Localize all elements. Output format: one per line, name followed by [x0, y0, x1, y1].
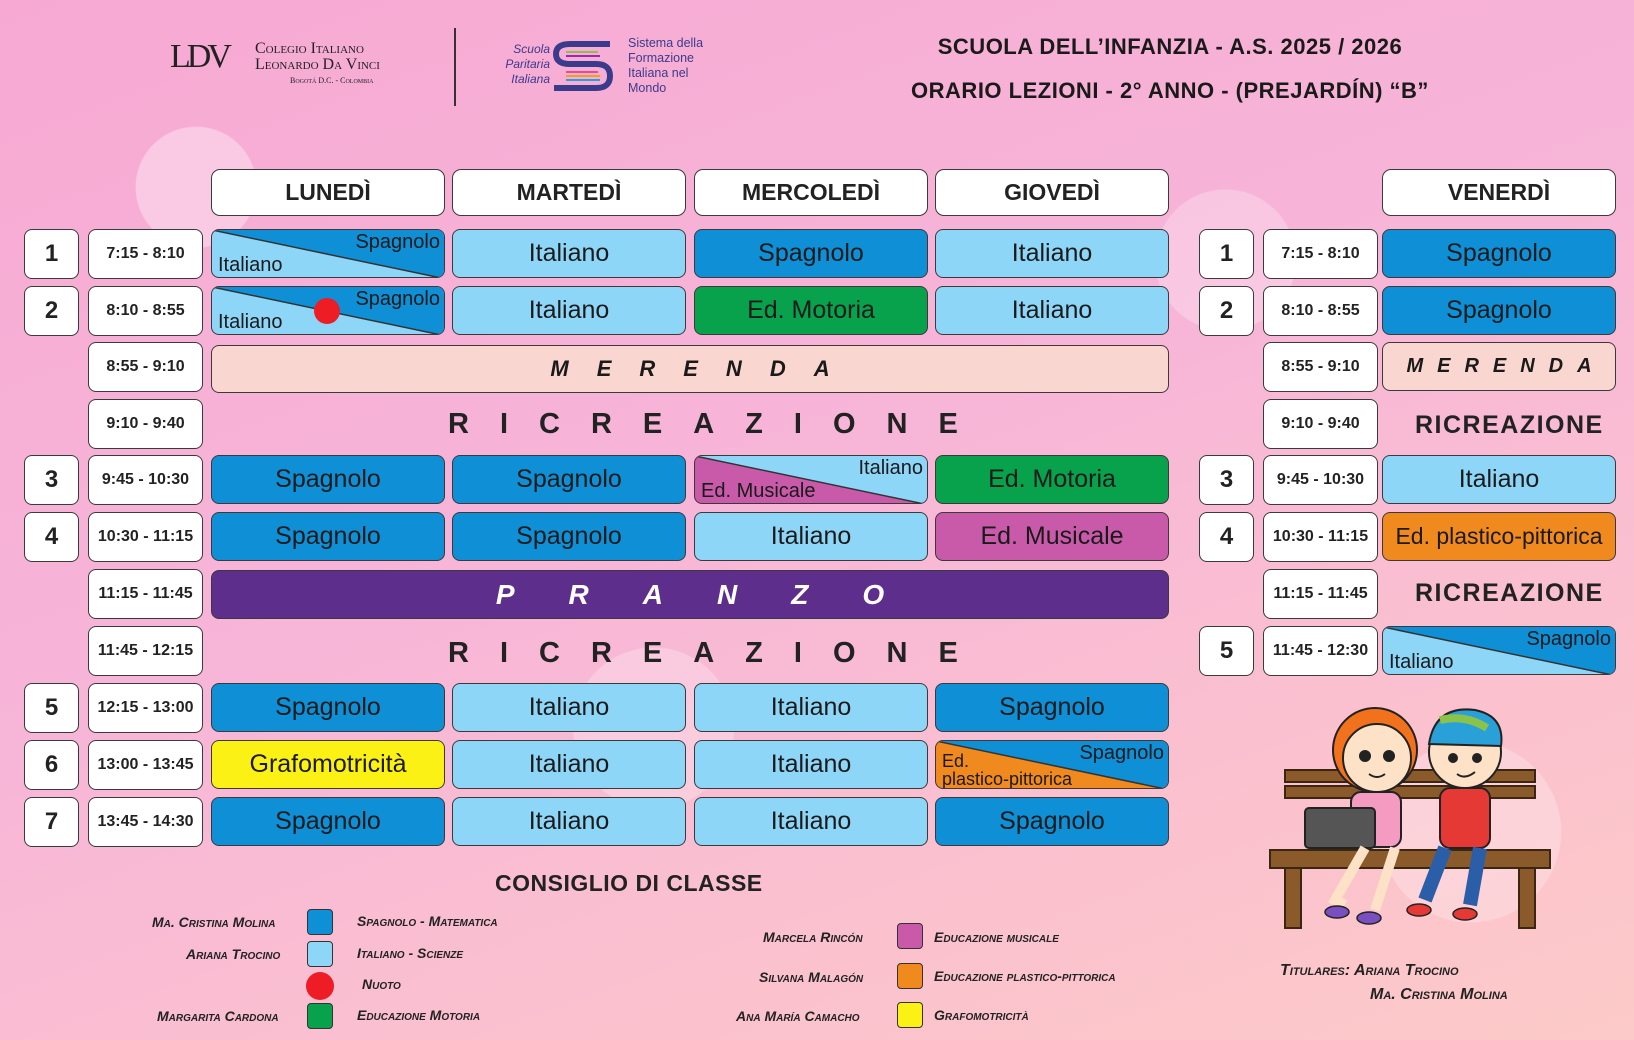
time-slot: 9:45 - 10:30 — [1263, 455, 1378, 505]
time-slot: 9:45 - 10:30 — [88, 455, 203, 505]
subject-desc: Educazione plastico-pittorica — [934, 968, 1116, 984]
school-name-line2: Leonardo Da Vinci — [255, 56, 380, 73]
period-number: 2 — [24, 286, 79, 336]
lesson-cell: Italiano — [694, 683, 928, 732]
page-subtitle: ORARIO LEZIONI - 2° ANNO - (PREJARDÍN) “B” — [911, 78, 1429, 103]
grafo-color-swatch — [897, 1002, 923, 1028]
period-number: 3 — [1199, 455, 1254, 505]
lesson-cell: Italiano — [694, 512, 928, 561]
sfi-left-line: Scuola — [513, 42, 550, 56]
lesson-split — [211, 229, 445, 278]
ricreazione-break: RICREAZIONE — [1415, 411, 1604, 439]
subject-desc: Nuoto — [362, 976, 401, 992]
lesson-cell: Italiano — [452, 683, 686, 732]
lesson-cell: Italiano — [452, 229, 686, 278]
time-slot: 11:15 - 11:45 — [1263, 569, 1378, 619]
ricreazione-break: RICREAZIONE — [1415, 579, 1604, 607]
lesson-cell: Italiano — [1382, 455, 1616, 504]
lesson-upper: Spagnolo — [355, 288, 440, 310]
legend-title: CONSIGLIO DI CLASSE — [495, 870, 763, 896]
sfi-right-line: Italiana nel — [628, 66, 689, 80]
teacher-name: Margarita Cardona — [157, 1008, 279, 1024]
lesson-cell: Italiano — [694, 740, 928, 789]
time-slot: 11:15 - 11:45 — [88, 569, 203, 619]
header-divider — [454, 28, 456, 106]
lesson-cell: Spagnolo — [1382, 229, 1616, 278]
time-slot: 8:55 - 9:10 — [1263, 342, 1378, 392]
lesson-cell: Grafomotricità — [211, 740, 445, 789]
lesson-cell: Italiano — [452, 740, 686, 789]
merenda-break: MERENDA — [211, 345, 1169, 393]
teacher-name: Ariana Trocino — [186, 946, 281, 962]
lesson-cell: Italiano — [935, 286, 1169, 335]
lesson-cell: Ed. plastico-pittorica — [1382, 512, 1616, 561]
lesson-cell: Spagnolo — [452, 455, 686, 504]
time-slot: 9:10 - 9:40 — [1263, 399, 1378, 449]
lesson-upper: Italiano — [858, 457, 923, 479]
day-header-friday: VENERDÌ — [1382, 169, 1616, 216]
lesson-cell: Spagnolo — [211, 512, 445, 561]
time-slot: 13:45 - 14:30 — [88, 797, 203, 847]
lesson-lower: Italiano — [218, 254, 283, 276]
subject-desc: Educazione musicale — [934, 929, 1059, 945]
lesson-lower: Italiano — [1389, 651, 1454, 673]
titulares-line1: Titulares: Ariana Trocino — [1280, 962, 1459, 979]
time-slot: 7:15 - 8:10 — [88, 229, 203, 279]
ricreazione-break: RICREAZIONE — [448, 637, 989, 669]
page-title: SCUOLA DELL’INFANZIA - A.S. 2025 / 2026 — [937, 34, 1403, 59]
time-slot: 11:45 - 12:30 — [1263, 626, 1378, 676]
lesson-lower: Italiano — [218, 311, 283, 333]
motoria-color-swatch — [307, 1003, 333, 1029]
sfi-left-line: Paritaria — [505, 57, 550, 71]
subject-desc: Grafomotricità — [934, 1007, 1029, 1023]
time-slot: 13:00 - 13:45 — [88, 740, 203, 790]
teacher-name: Marcela Rincón — [763, 929, 863, 945]
lesson-cell: Spagnolo — [452, 512, 686, 561]
school-city: Bogotá D.C. - Colombia — [290, 76, 374, 85]
time-slot: 10:30 - 11:15 — [1263, 512, 1378, 562]
period-number: 1 — [24, 229, 79, 279]
lesson-split — [694, 455, 928, 504]
lesson-cell: Spagnolo — [211, 455, 445, 504]
plastico-color-swatch — [897, 963, 923, 989]
period-number: 3 — [24, 455, 79, 505]
day-header-wednesday: MERCOLEDÌ — [694, 169, 928, 216]
ricreazione-break: RICREAZIONE — [448, 408, 989, 440]
sfi-right-line: Mondo — [628, 81, 667, 95]
period-number: 1 — [1199, 229, 1254, 279]
subject-desc: Educazione Motoria — [357, 1007, 481, 1023]
lesson-cell: Spagnolo — [694, 229, 928, 278]
sfi-logo-icon — [548, 36, 618, 94]
teacher-name: Ma. Cristina Molina — [152, 914, 276, 930]
lesson-cell: Spagnolo — [1382, 286, 1616, 335]
lesson-upper: Spagnolo — [1526, 628, 1611, 650]
period-number: 6 — [24, 740, 79, 790]
period-number: 5 — [24, 683, 79, 733]
subject-desc: Italiano - Scienze — [357, 945, 464, 961]
lesson-upper: Spagnolo — [1079, 742, 1164, 764]
school-logo — [170, 38, 450, 98]
teacher-name: Ana María Camacho — [736, 1008, 860, 1024]
time-slot: 12:15 - 13:00 — [88, 683, 203, 733]
lesson-cell: Spagnolo — [211, 797, 445, 846]
lesson-cell: Italiano — [694, 797, 928, 846]
day-header-thursday: GIOVEDÌ — [935, 169, 1169, 216]
lesson-cell: Ed. Musicale — [935, 512, 1169, 561]
lesson-cell: Italiano — [935, 229, 1169, 278]
lesson-cell: Spagnolo — [211, 683, 445, 732]
lesson-cell: Ed. Motoria — [935, 455, 1169, 504]
sfi-left-line: Italiana — [511, 72, 550, 86]
merenda-break: MERENDA — [1382, 342, 1616, 391]
pranzo-break: PRANZO — [211, 570, 1169, 619]
lesson-split — [211, 286, 445, 335]
lesson-lower: Ed. plastico-pittorica — [942, 751, 1073, 789]
lesson-cell: Spagnolo — [935, 797, 1169, 846]
period-number: 4 — [24, 512, 79, 562]
sfi-right-line: Sistema della — [628, 36, 704, 50]
time-slot: 8:55 - 9:10 — [88, 342, 203, 392]
period-number: 4 — [1199, 512, 1254, 562]
lesson-cell: Ed. Motoria — [694, 286, 928, 335]
titulares-line2: Ma. Cristina Molina — [1370, 986, 1508, 1003]
italiano-color-swatch — [307, 941, 333, 967]
time-slot: 10:30 - 11:15 — [88, 512, 203, 562]
subject-desc: Spagnolo - Matematica — [357, 913, 498, 929]
nuoto-dot-icon — [306, 972, 334, 1000]
period-number: 5 — [1199, 626, 1254, 676]
lesson-cell: Italiano — [452, 286, 686, 335]
lesson-cell: Spagnolo — [935, 683, 1169, 732]
sfi-right-line: Formazione — [628, 51, 694, 65]
time-slot: 7:15 - 8:10 — [1263, 229, 1378, 279]
lesson-split — [1382, 626, 1616, 675]
teacher-name: Silvana Malagón — [759, 969, 864, 985]
lesson-split — [935, 740, 1169, 789]
lesson-upper: Spagnolo — [355, 231, 440, 253]
lesson-lower: Ed. Musicale — [701, 480, 816, 502]
spagnolo-color-swatch — [307, 909, 333, 935]
school-name-line1: Colegio Italiano — [255, 40, 364, 57]
time-slot: 11:45 - 12:15 — [88, 626, 203, 676]
period-number: 7 — [24, 797, 79, 847]
lesson-cell: Italiano — [452, 797, 686, 846]
ldv-monogram: LDV — [170, 38, 228, 75]
period-number: 2 — [1199, 286, 1254, 336]
day-header-monday: LUNEDÌ — [211, 169, 445, 216]
swimming-dot-icon — [314, 298, 340, 324]
time-slot: 9:10 - 9:40 — [88, 399, 203, 449]
kids-bench-illustration — [1265, 700, 1555, 940]
day-header-tuesday: MARTEDÌ — [452, 169, 686, 216]
time-slot: 8:10 - 8:55 — [88, 286, 203, 336]
sfi-right-text — [628, 36, 703, 96]
musicale-color-swatch — [897, 923, 923, 949]
sfi-left-text — [490, 42, 550, 87]
time-slot: 8:10 - 8:55 — [1263, 286, 1378, 336]
